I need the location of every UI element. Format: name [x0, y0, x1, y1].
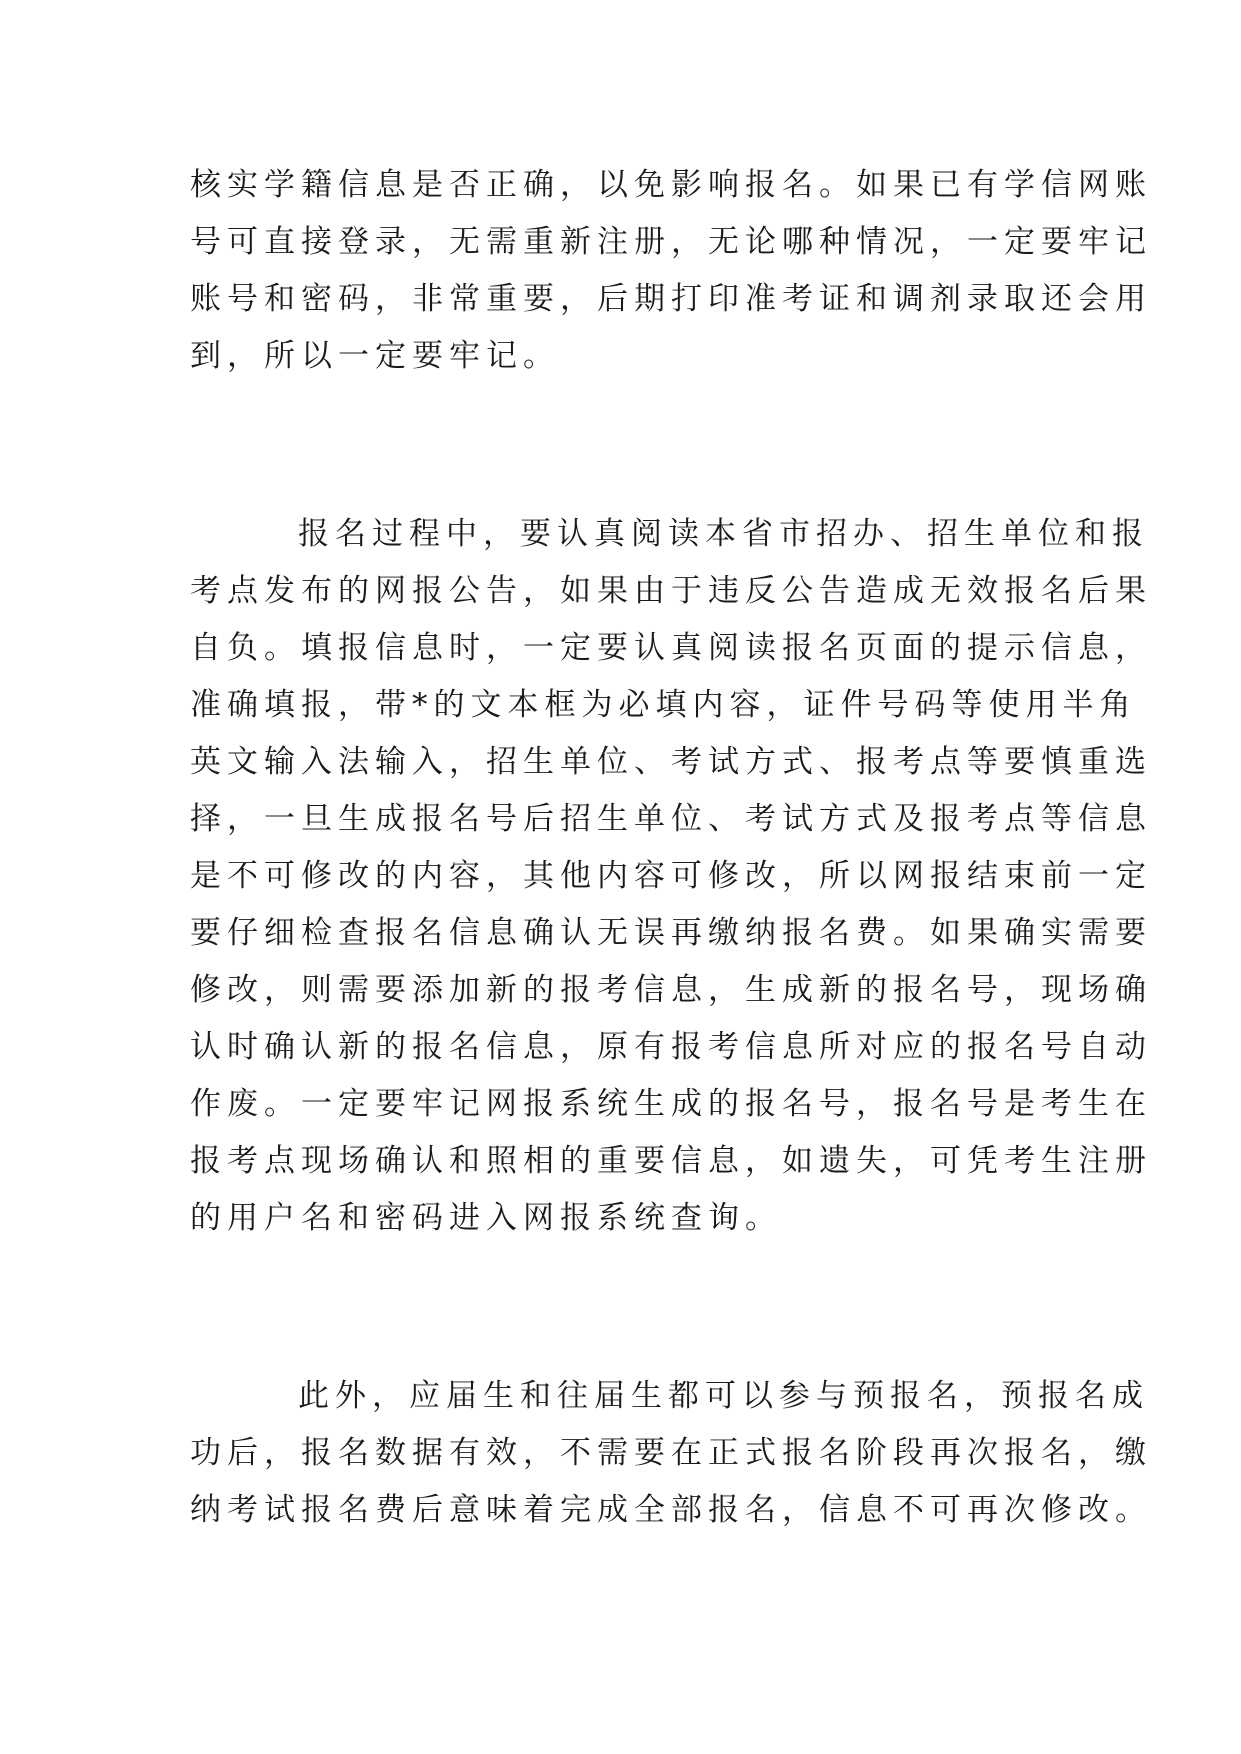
text-line: 作废。一定要牢记网报系统生成的报名号，报名号是考生在	[190, 1086, 1152, 1122]
text-line: 要仔细检查报名信息确认无误再缴纳报名费。如果确实需要	[190, 915, 1152, 951]
text-line: 英文输入法输入，招生单位、考试方式、报考点等要慎重选	[190, 744, 1152, 780]
text-line: 报名过程中，要认真阅读本省市招办、招生单位和报	[298, 516, 1149, 552]
text-line: 报考点现场确认和照相的重要信息，如遗失，可凭考生注册	[190, 1143, 1152, 1179]
text-line: 账号和密码，非常重要，后期打印准考证和调剂录取还会用	[190, 281, 1152, 317]
text-line: 功后，报名数据有效，不需要在正式报名阶段再次报名，缴	[190, 1435, 1152, 1471]
text-line: 择，一旦生成报名号后招生单位、考试方式及报考点等信息	[190, 801, 1152, 837]
text-line: 核实学籍信息是否正确，以免影响报名。如果已有学信网账	[190, 167, 1152, 203]
text-line: 纳考试报名费后意味着完成全部报名，信息不可再次修改。	[190, 1492, 1152, 1528]
text-line: 的用户名和密码进入网报系统查询。	[190, 1200, 782, 1236]
text-line: 准确填报，带*的文本框为必填内容，证件号码等使用半角	[190, 687, 1137, 723]
text-line: 是不可修改的内容，其他内容可修改，所以网报结束前一定	[190, 858, 1152, 894]
text-line: 此外，应届生和往届生都可以参与预报名，预报名成	[298, 1378, 1149, 1414]
text-line: 自负。填报信息时，一定要认真阅读报名页面的提示信息，	[190, 630, 1152, 666]
text-line: 认时确认新的报名信息，原有报考信息所对应的报名号自动	[190, 1029, 1152, 1065]
text-line: 考点发布的网报公告，如果由于违反公告造成无效报名后果	[190, 573, 1152, 609]
text-line: 号可直接登录，无需重新注册，无论哪种情况，一定要牢记	[190, 224, 1152, 260]
text-line: 修改，则需要添加新的报考信息，生成新的报名号，现场确	[190, 972, 1152, 1008]
text-line: 到，所以一定要牢记。	[190, 338, 560, 374]
